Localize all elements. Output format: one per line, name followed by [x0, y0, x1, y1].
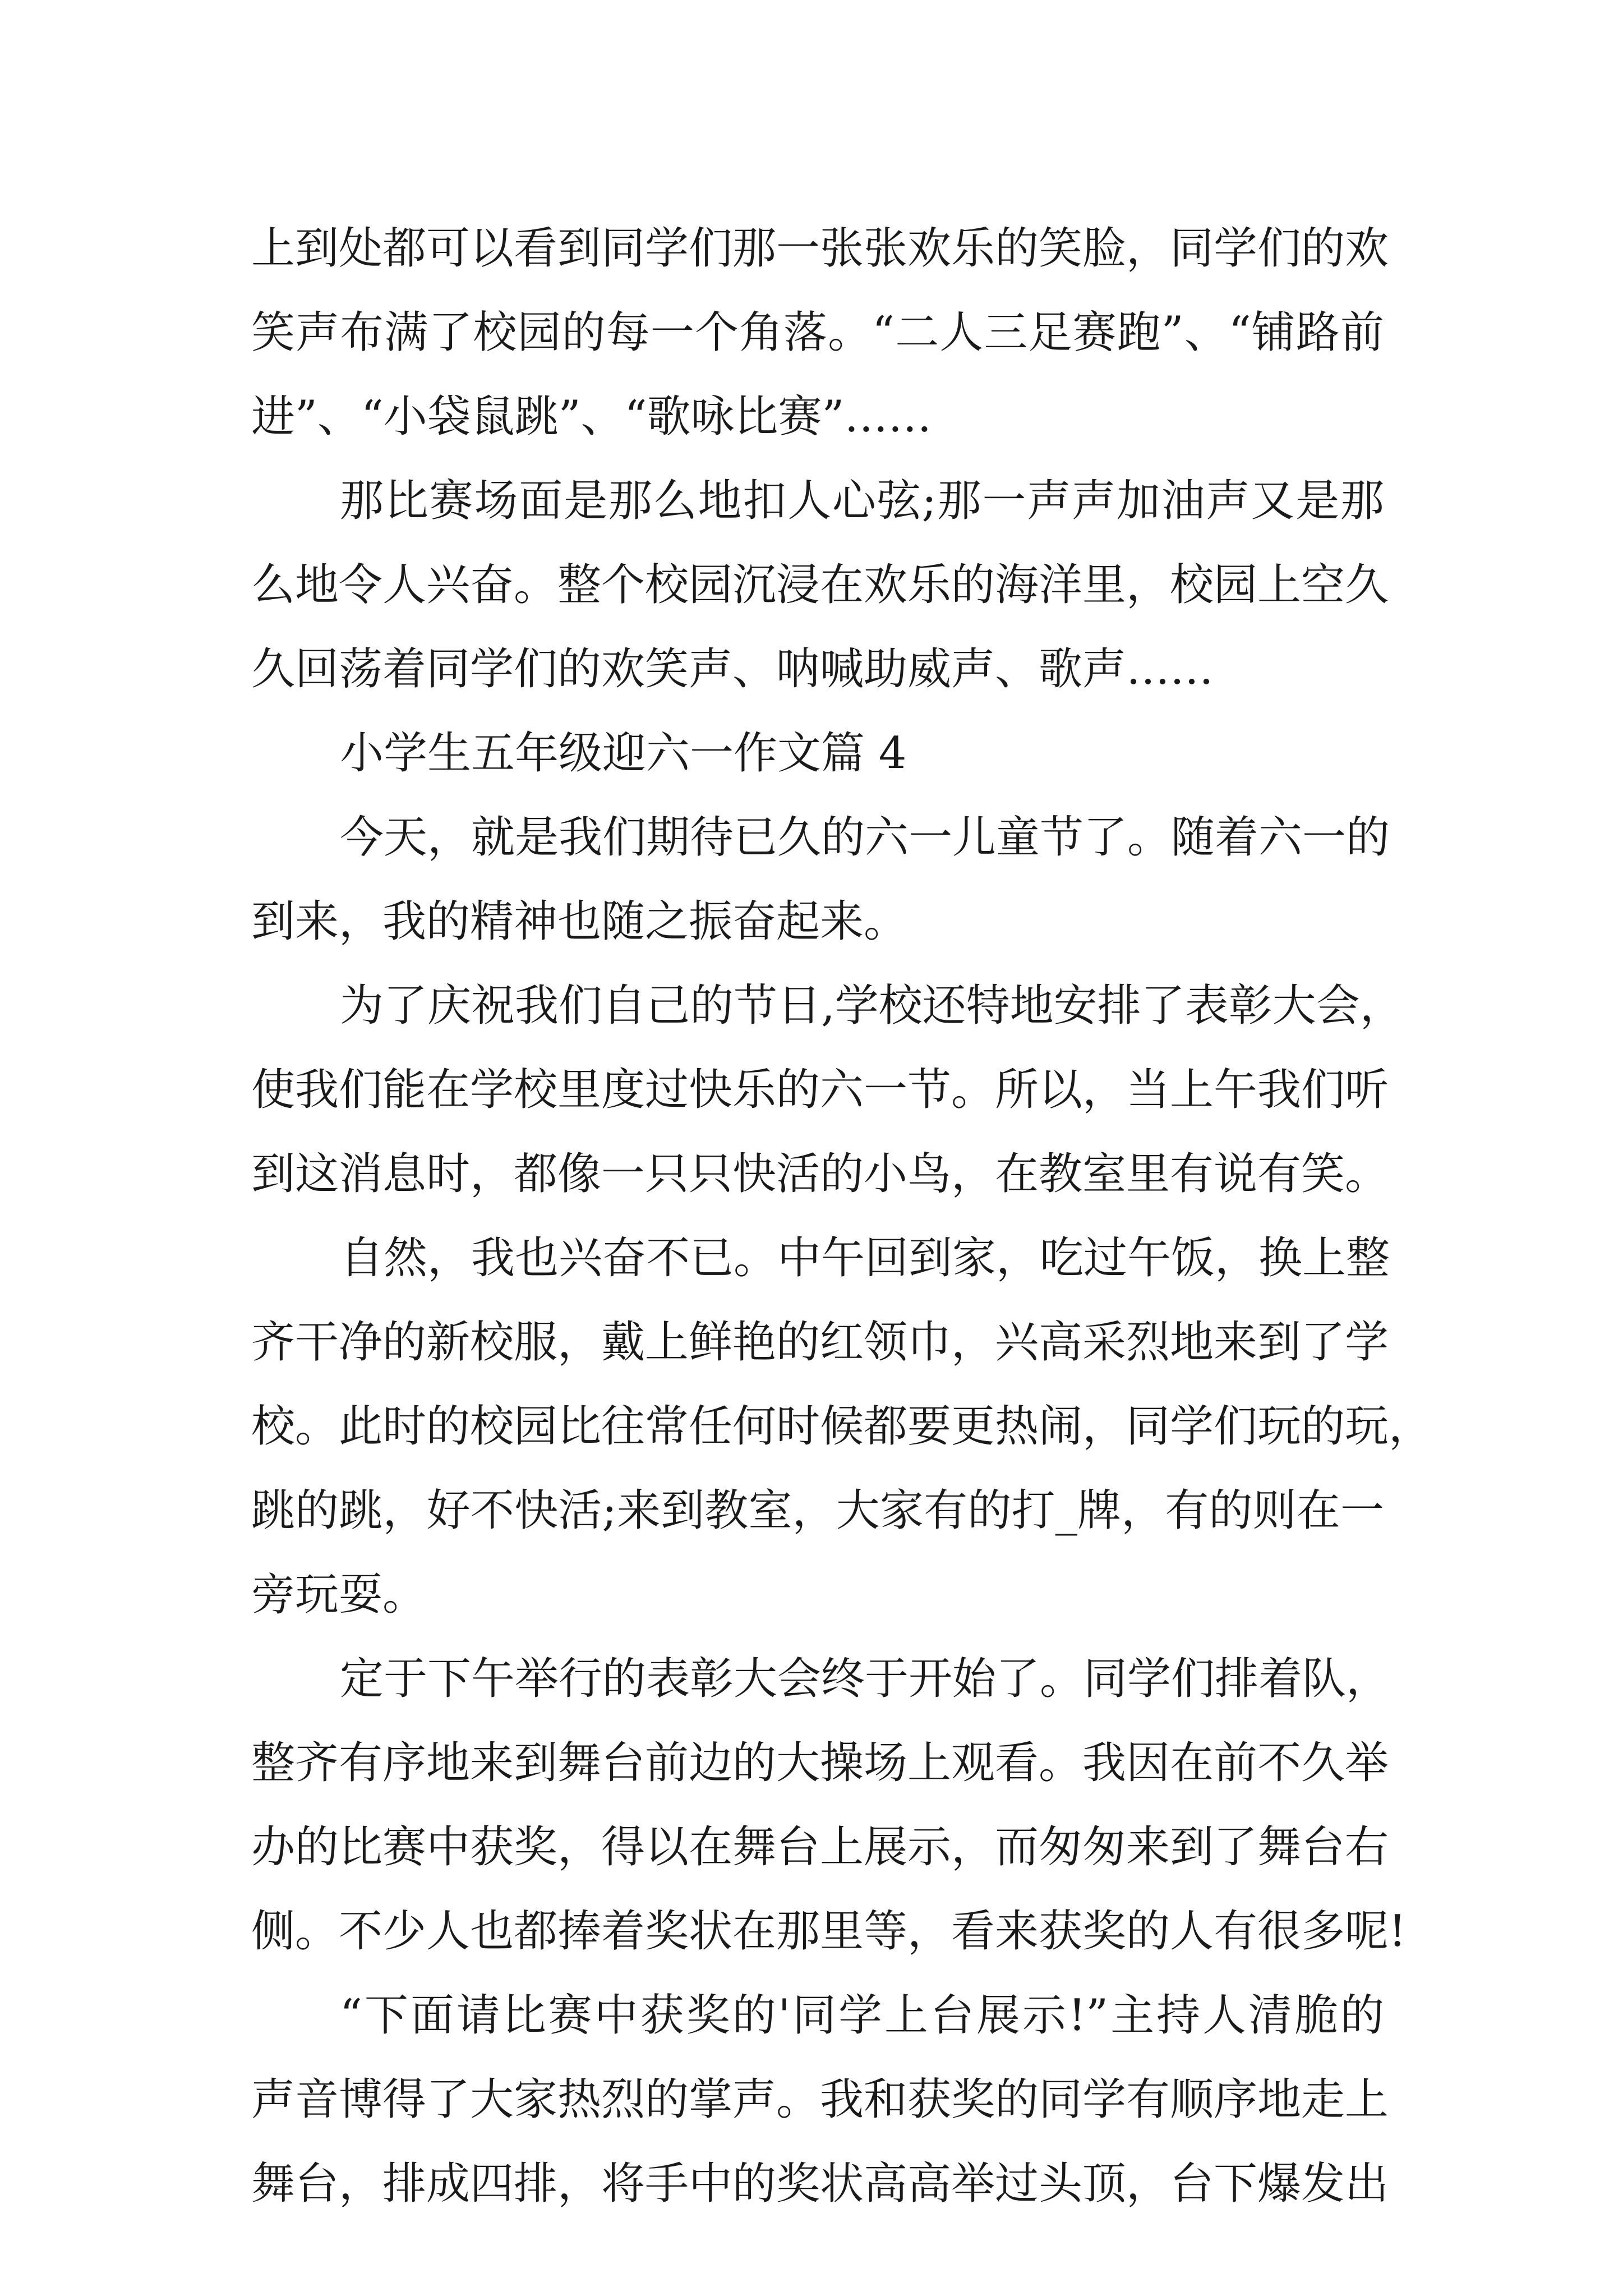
- text-line: 为了庆祝我们自己的节日,学校还特地安排了表彰大会，: [340, 981, 1404, 1031]
- text-line: 声音博得了大家热烈的掌声。我和获奖的同学有顺序地走上: [251, 2074, 1389, 2125]
- text-line: 进”、“小袋鼠跳”、“歌咏比赛”……: [251, 392, 932, 442]
- text-line: 笑声布满了校园的每一个角落。“二人三足赛跑”、“铺路前: [251, 307, 1384, 358]
- text-line: 自然，我也兴奋不已。中午回到家，吃过午饭，换上整: [340, 1233, 1390, 1283]
- text-line: 整齐有序地来到舞台前边的大操场上观看。我因在前不久举: [251, 1738, 1389, 1788]
- text-line: 定于下午举行的表彰大会终于开始了。同学们排着队，: [340, 1654, 1390, 1704]
- text-line: 久回荡着同学们的欢笑声、呐喊助威声、歌声……: [251, 644, 1214, 694]
- text-line: 齐干净的新校服，戴上鲜艳的红领巾，兴高采烈地来到了学: [251, 1317, 1389, 1368]
- text-line: 跳的跳，好不快活;来到教室，大家有的打_牌，有的则在一: [251, 1485, 1384, 1536]
- text-line: 侧。不少人也都捧着奖状在那里等，看来获奖的人有很多呢!: [251, 1906, 1407, 1957]
- text-line: 上到处都可以看到同学们那一张张欢乐的笑脸，同学们的欢: [251, 223, 1389, 274]
- text-line: 今天，就是我们期待已久的六一儿童节了。随着六一的: [340, 812, 1390, 863]
- text-line: 到这消息时，都像一只只快活的小鸟，在教室里有说有笑。: [251, 1149, 1389, 1199]
- text-line: 么地令人兴奋。整个校园沉浸在欢乐的海洋里，校园上空久: [251, 560, 1389, 610]
- essay-body: [251, 206, 1433, 2226]
- text-line: 使我们能在学校里度过快乐的六一节。所以，当上午我们听: [251, 1065, 1389, 1115]
- text-line: “下面请比赛中获奖的'同学上台展示!”主持人清脆的: [340, 1990, 1384, 2041]
- text-line: 旁玩耍。: [251, 1570, 427, 1620]
- section-heading: 小学生五年级迎六一作文篇 4: [340, 728, 907, 779]
- text-line: 到来，我的精神也随之振奋起来。: [251, 896, 908, 947]
- text-line: 那比赛场面是那么地扣人心弦;那一声声加油声又是那: [340, 476, 1384, 526]
- text-line: 舞台，排成四排，将手中的奖状高高举过头顶，台下爆发出: [251, 2159, 1389, 2209]
- text-line: 校。此时的校园比往常任何时候都要更热闹，同学们玩的玩，: [251, 1401, 1433, 1452]
- text-line: 办的比赛中获奖，得以在舞台上展示，而匆匆来到了舞台右: [251, 1822, 1389, 1872]
